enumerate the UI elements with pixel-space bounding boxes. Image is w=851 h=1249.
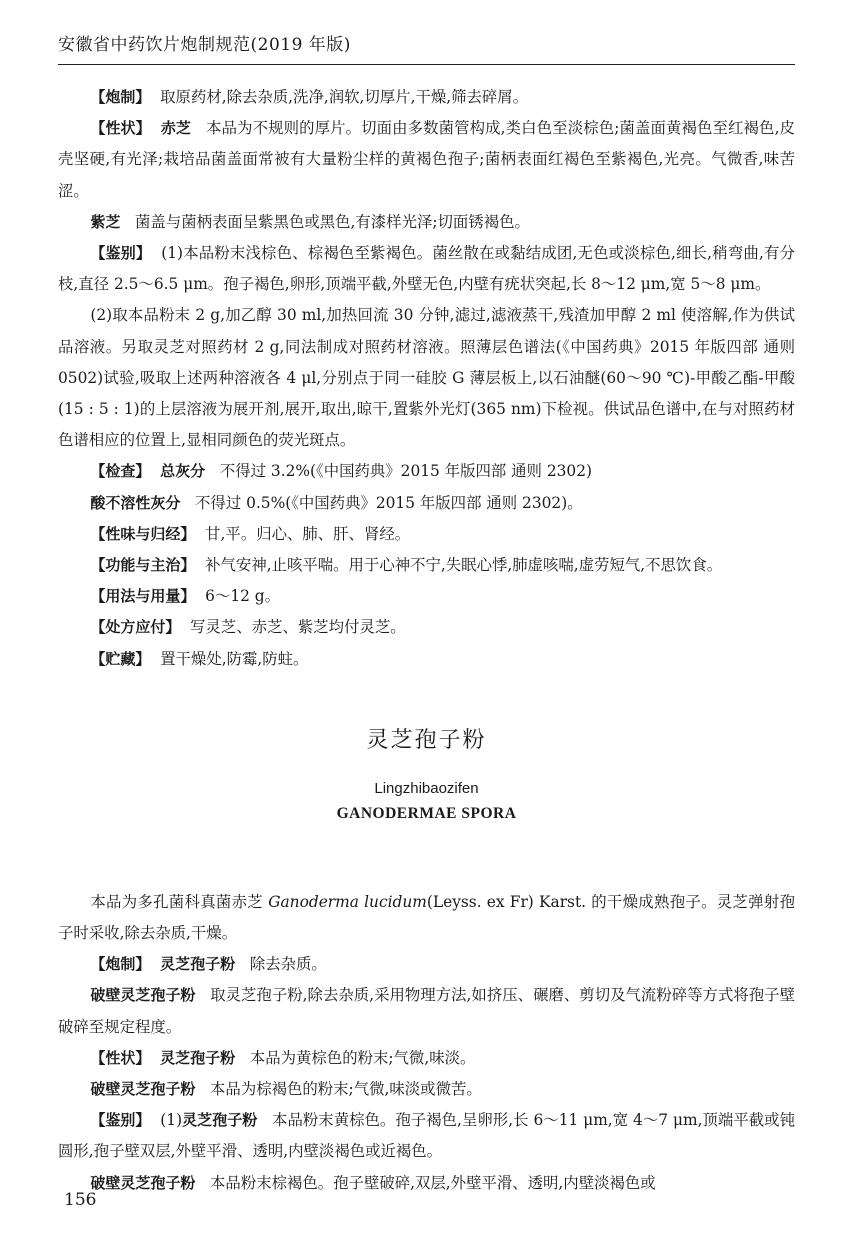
monograph-title: 灵芝孢子粉 [366,727,487,753]
paragraph-spore-identification: 【鉴别】 (1)灵芝孢子粉 本品粉末黄棕色。孢子褐色,呈卵形,长 6～11 μm,宽 4～7 μm,顶端平截或钝圆形,孢子壁双层,外壁平滑、透明,内壁淡褐色或近褐色。 [58,1111,795,1161]
page-number: 156 [64,1190,97,1210]
paragraph-processing: 【炮制】 取原药材,除去杂质,洗净,润软,切厚片,干燥,筛去碎屑。 [90,88,529,106]
paragraph-storage: 【贮藏】 置干燥处,防霉,防蛀。 [90,649,309,668]
monograph-latin-name: GANODERMAE SPORA [336,804,517,822]
species-name: Ganoderma lucidum [268,892,427,911]
paragraph-characters-chizhi: 【性状】 赤芝 本品为不规则的厚片。切面由多数菌管构成,类白色至淡棕色;菌盖面黄褐色至红褐色,皮壳坚硬,有光泽;栽培品菌盖面常被有大量粉尘样的黄褐色孢子;菌柄表面红褐色至紫褐色,光亮。气微香,味苦涩。 [58,119,795,200]
monograph-pinyin: Lingzhibaozifen [374,779,479,797]
paragraph-broken-spore-identification: 破壁灵芝孢子粉 本品粉末棕褐色。孢子壁破碎,双层,外壁平滑、透明,内壁淡褐色或 [90,1173,656,1192]
paragraph-identification-1: 【鉴别】 (1)本品粉末浅棕色、棕褐色至紫褐色。菌丝散在或黏结成团,无色或淡棕色,细长,稍弯曲,有分枝,直径 2.5～6.5 μm。孢子褐色,卵形,顶端平截,外壁无色,内壁有疣状突起,长 8～12 μm,宽 5～8 μm。 [58,244,795,294]
paragraph-broken-spore-characters: 破壁灵芝孢子粉 本品为棕褐色的粉末;气微,味淡或微苦。 [90,1080,482,1099]
header-rule [58,64,795,65]
paragraph-spore-processing: 【炮制】 灵芝孢子粉 除去杂质。 [90,955,327,974]
paragraph-inspection-total-ash: 【检查】 总灰分 不得过 3.2%(《中国药典》2015 年版四部 通则 2302) [90,462,593,481]
spacer [58,823,795,887]
paragraph-intro: 本品为多孔菌科真菌赤芝 Ganoderma lucidum(Leyss. ex Fr) Karst. 的干燥成熟孢子。灵芝弹射孢子时采收,除去杂质,干燥。 [58,892,795,943]
paragraph-nature-meridian: 【性味与归经】 甘,平。归心、肺、肝、肾经。 [90,524,411,543]
monograph-title-block [58,723,795,823]
paragraph-prescription: 【处方应付】 写灵芝、赤芝、紫芝均付灵芝。 [90,618,406,637]
paragraph-function-indication: 【功能与主治】 补气安神,止咳平喘。用于心神不宁,失眠心悸,肺虚咳喘,虚劳短气,不思饮食。 [90,556,723,575]
paragraph-characters-zizhi: 紫芝 菌盖与菌柄表面呈紫黑色或黑色,有漆样光泽;切面锈褐色。 [90,212,530,231]
running-header: 安徽省中药饮片炮制规范(2019 年版) [58,35,351,55]
page-content [58,82,795,1199]
paragraph-spore-characters: 【性状】 灵芝孢子粉 本品为黄棕色的粉末;气微,味淡。 [90,1048,476,1067]
paragraph-identification-2: (2)取本品粉末 2 g,加乙醇 30 ml,加热回流 30 分钟,滤过,滤液蒸干,残渣加甲醇 2 ml 使溶解,作为供试品溶液。另取灵芝对照药材 2 g,同法制成对照药材溶液。照薄层色谱法(《中国药典》2015 年版四部 通则 0502)试验,吸取上述两种溶液各 4 μl,分别点于同一硅胶 G 薄层板上,以石油醚(60～90 ℃)-甲酸乙酯-甲酸(15 : 5 : 1)的上层溶液为展开剂,展开,取出,晾干,置紫外光灯(365 nm)下检视。供试品色谱中,在与对照药材色谱相应的位置上,显相同颜色的荧光斑点。 [58,306,795,450]
paragraph-broken-spore-processing: 破壁灵芝孢子粉 取灵芝孢子粉,除去杂质,采用物理方法,如挤压、碾磨、剪切及气流粉碎等方式将孢子壁破碎至规定程度。 [58,986,795,1036]
paragraph-dosage: 【用法与用量】 6～12 g。 [90,587,281,606]
paragraph-acid-insoluble-ash: 酸不溶性灰分 不得过 0.5%(《中国药典》2015 年版四部 通则 2302)。 [90,493,583,512]
